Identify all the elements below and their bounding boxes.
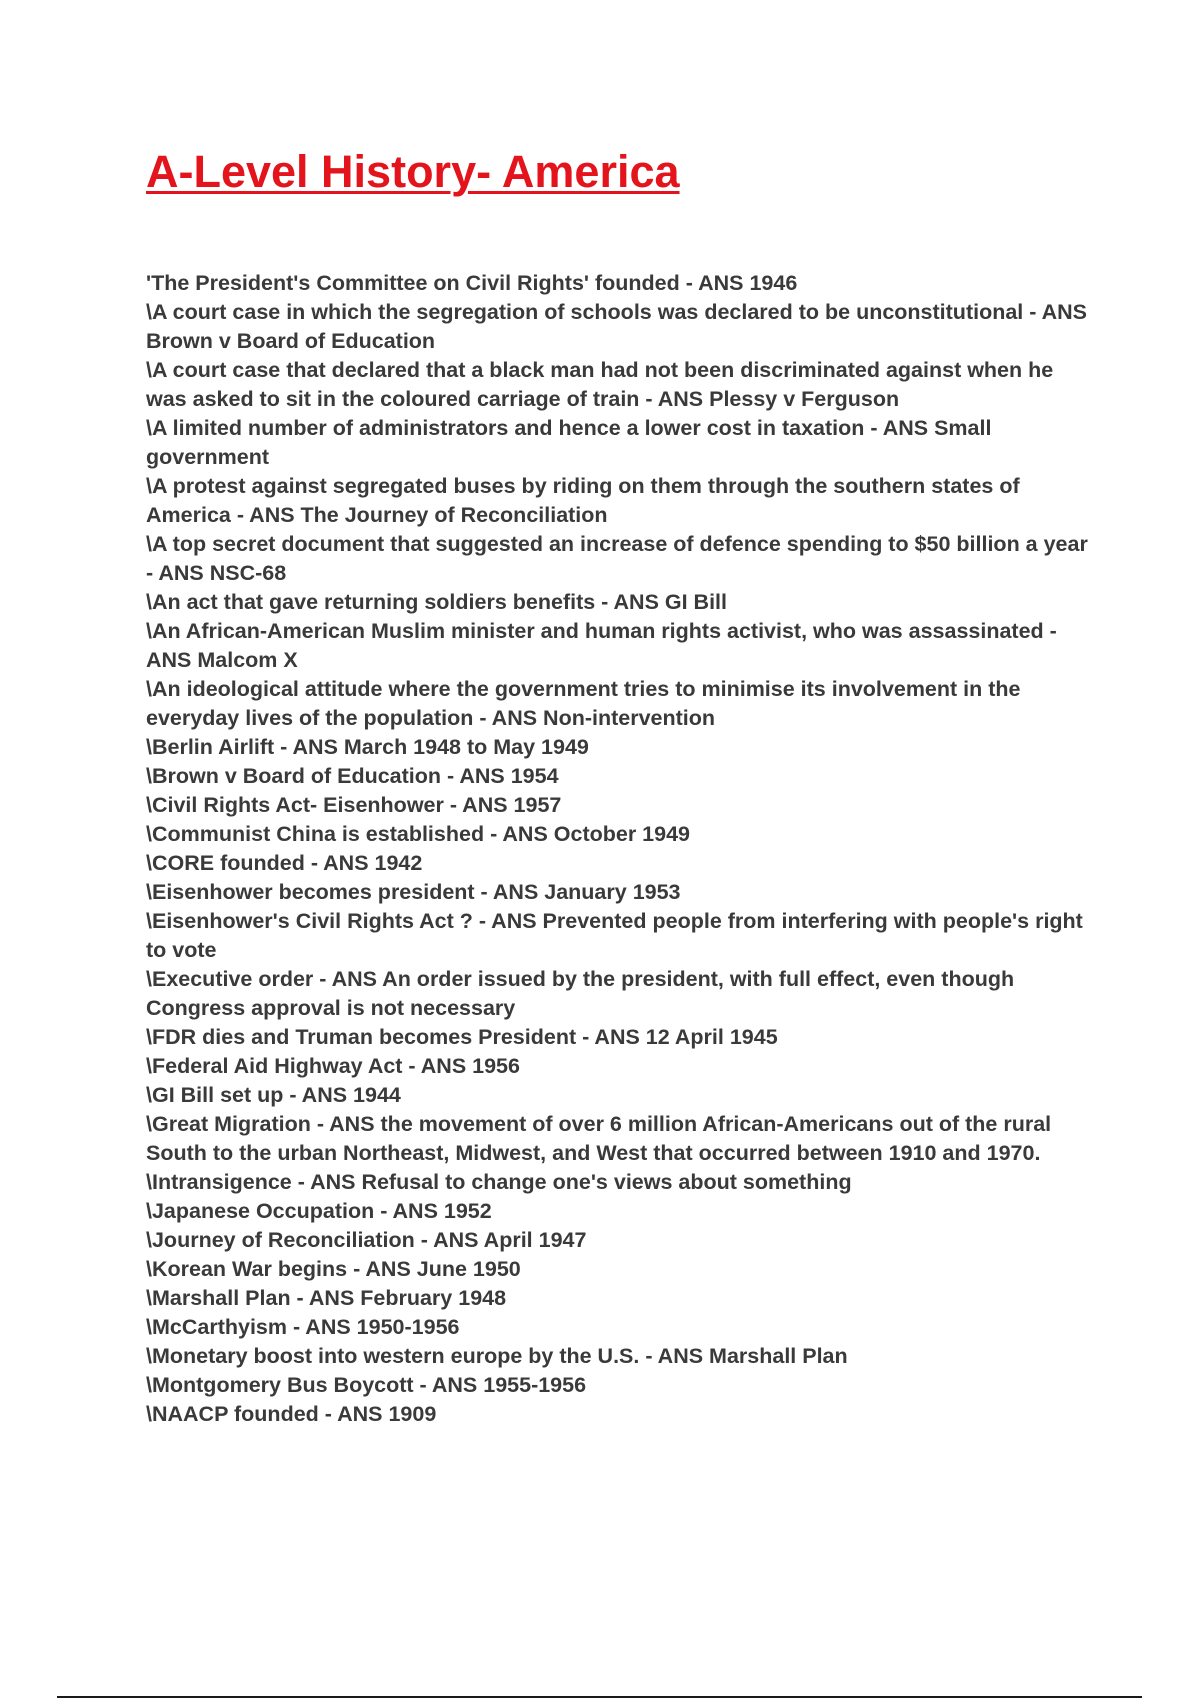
flashcard-entry: \Civil Rights Act- Eisenhower - ANS 1957	[146, 793, 562, 817]
flashcard-entry: \A top secret document that suggested an increase of defence spending to $50 billion a year - ANS NSC-68	[146, 532, 1088, 585]
flashcard-entry: \Berlin Airlift - ANS March 1948 to May 1949	[146, 735, 589, 759]
page-bottom-rule	[57, 1696, 1142, 1698]
flashcard-entry: \An act that gave returning soldiers benefits - ANS GI Bill	[146, 590, 727, 614]
flashcard-entry: \Communist China is established - ANS October 1949	[146, 822, 690, 846]
flashcard-entry: \A court case that declared that a black man had not been discriminated against when he was asked to sit in the coloured carriage of train - ANS Plessy v Ferguson	[146, 358, 1054, 411]
flashcard-entry: \CORE founded - ANS 1942	[146, 851, 423, 875]
flashcard-entry: \Executive order - ANS An order issued by the president, with full effect, even though Congress approval is not necessary	[146, 967, 1015, 1020]
flashcard-entry: \Korean War begins - ANS June 1950	[146, 1257, 521, 1281]
flashcard-entry: \Eisenhower's Civil Rights Act ? - ANS Prevented people from interfering with people's right to vote	[146, 909, 1083, 962]
flashcard-entry: \An African-American Muslim minister and human rights activist, who was assassinated - ANS Malcom X	[146, 619, 1057, 672]
flashcard-entry: \GI Bill set up - ANS 1944	[146, 1083, 401, 1107]
page-title: A-Level History- America	[146, 146, 680, 197]
flashcard-entry: \Brown v Board of Education - ANS 1954	[146, 764, 559, 788]
flashcard-entry: \A court case in which the segregation of schools was declared to be unconstitutional - ANS Brown v Board of Education	[146, 300, 1087, 353]
flashcard-entry: \Eisenhower becomes president - ANS January 1953	[146, 880, 681, 904]
flashcard-entry: \NAACP founded - ANS 1909	[146, 1402, 437, 1426]
flashcard-list	[146, 269, 1096, 1429]
flashcard-entry: \McCarthyism - ANS 1950-1956	[146, 1315, 460, 1339]
flashcard-entry: 'The President's Committee on Civil Rights' founded - ANS 1946	[146, 271, 798, 295]
flashcard-entry: \Journey of Reconciliation - ANS April 1947	[146, 1228, 587, 1252]
flashcard-entry: \FDR dies and Truman becomes President - ANS 12 April 1945	[146, 1025, 778, 1049]
flashcard-entry: \Montgomery Bus Boycott - ANS 1955-1956	[146, 1373, 587, 1397]
flashcard-entry: \A protest against segregated buses by riding on them through the southern states of America - ANS The Journey of Reconciliation	[146, 474, 1020, 527]
flashcard-entry: \An ideological attitude where the government tries to minimise its involvement in the everyday lives of the population - ANS Non-intervention	[146, 677, 1021, 730]
flashcard-entry: \Great Migration - ANS the movement of over 6 million African-Americans out of the rural South to the urban Northeast, Midwest, and West that occurred between 1910 and 1970.	[146, 1112, 1052, 1165]
flashcard-entry: \Intransigence - ANS Refusal to change one's views about something	[146, 1170, 852, 1194]
flashcard-entry: \A limited number of administrators and hence a lower cost in taxation - ANS Small government	[146, 416, 992, 469]
flashcard-entry: \Marshall Plan - ANS February 1948	[146, 1286, 507, 1310]
flashcard-entry: \Federal Aid Highway Act - ANS 1956	[146, 1054, 520, 1078]
flashcard-entry: \Monetary boost into western europe by the U.S. - ANS Marshall Plan	[146, 1344, 848, 1368]
flashcard-entry: \Japanese Occupation - ANS 1952	[146, 1199, 492, 1223]
